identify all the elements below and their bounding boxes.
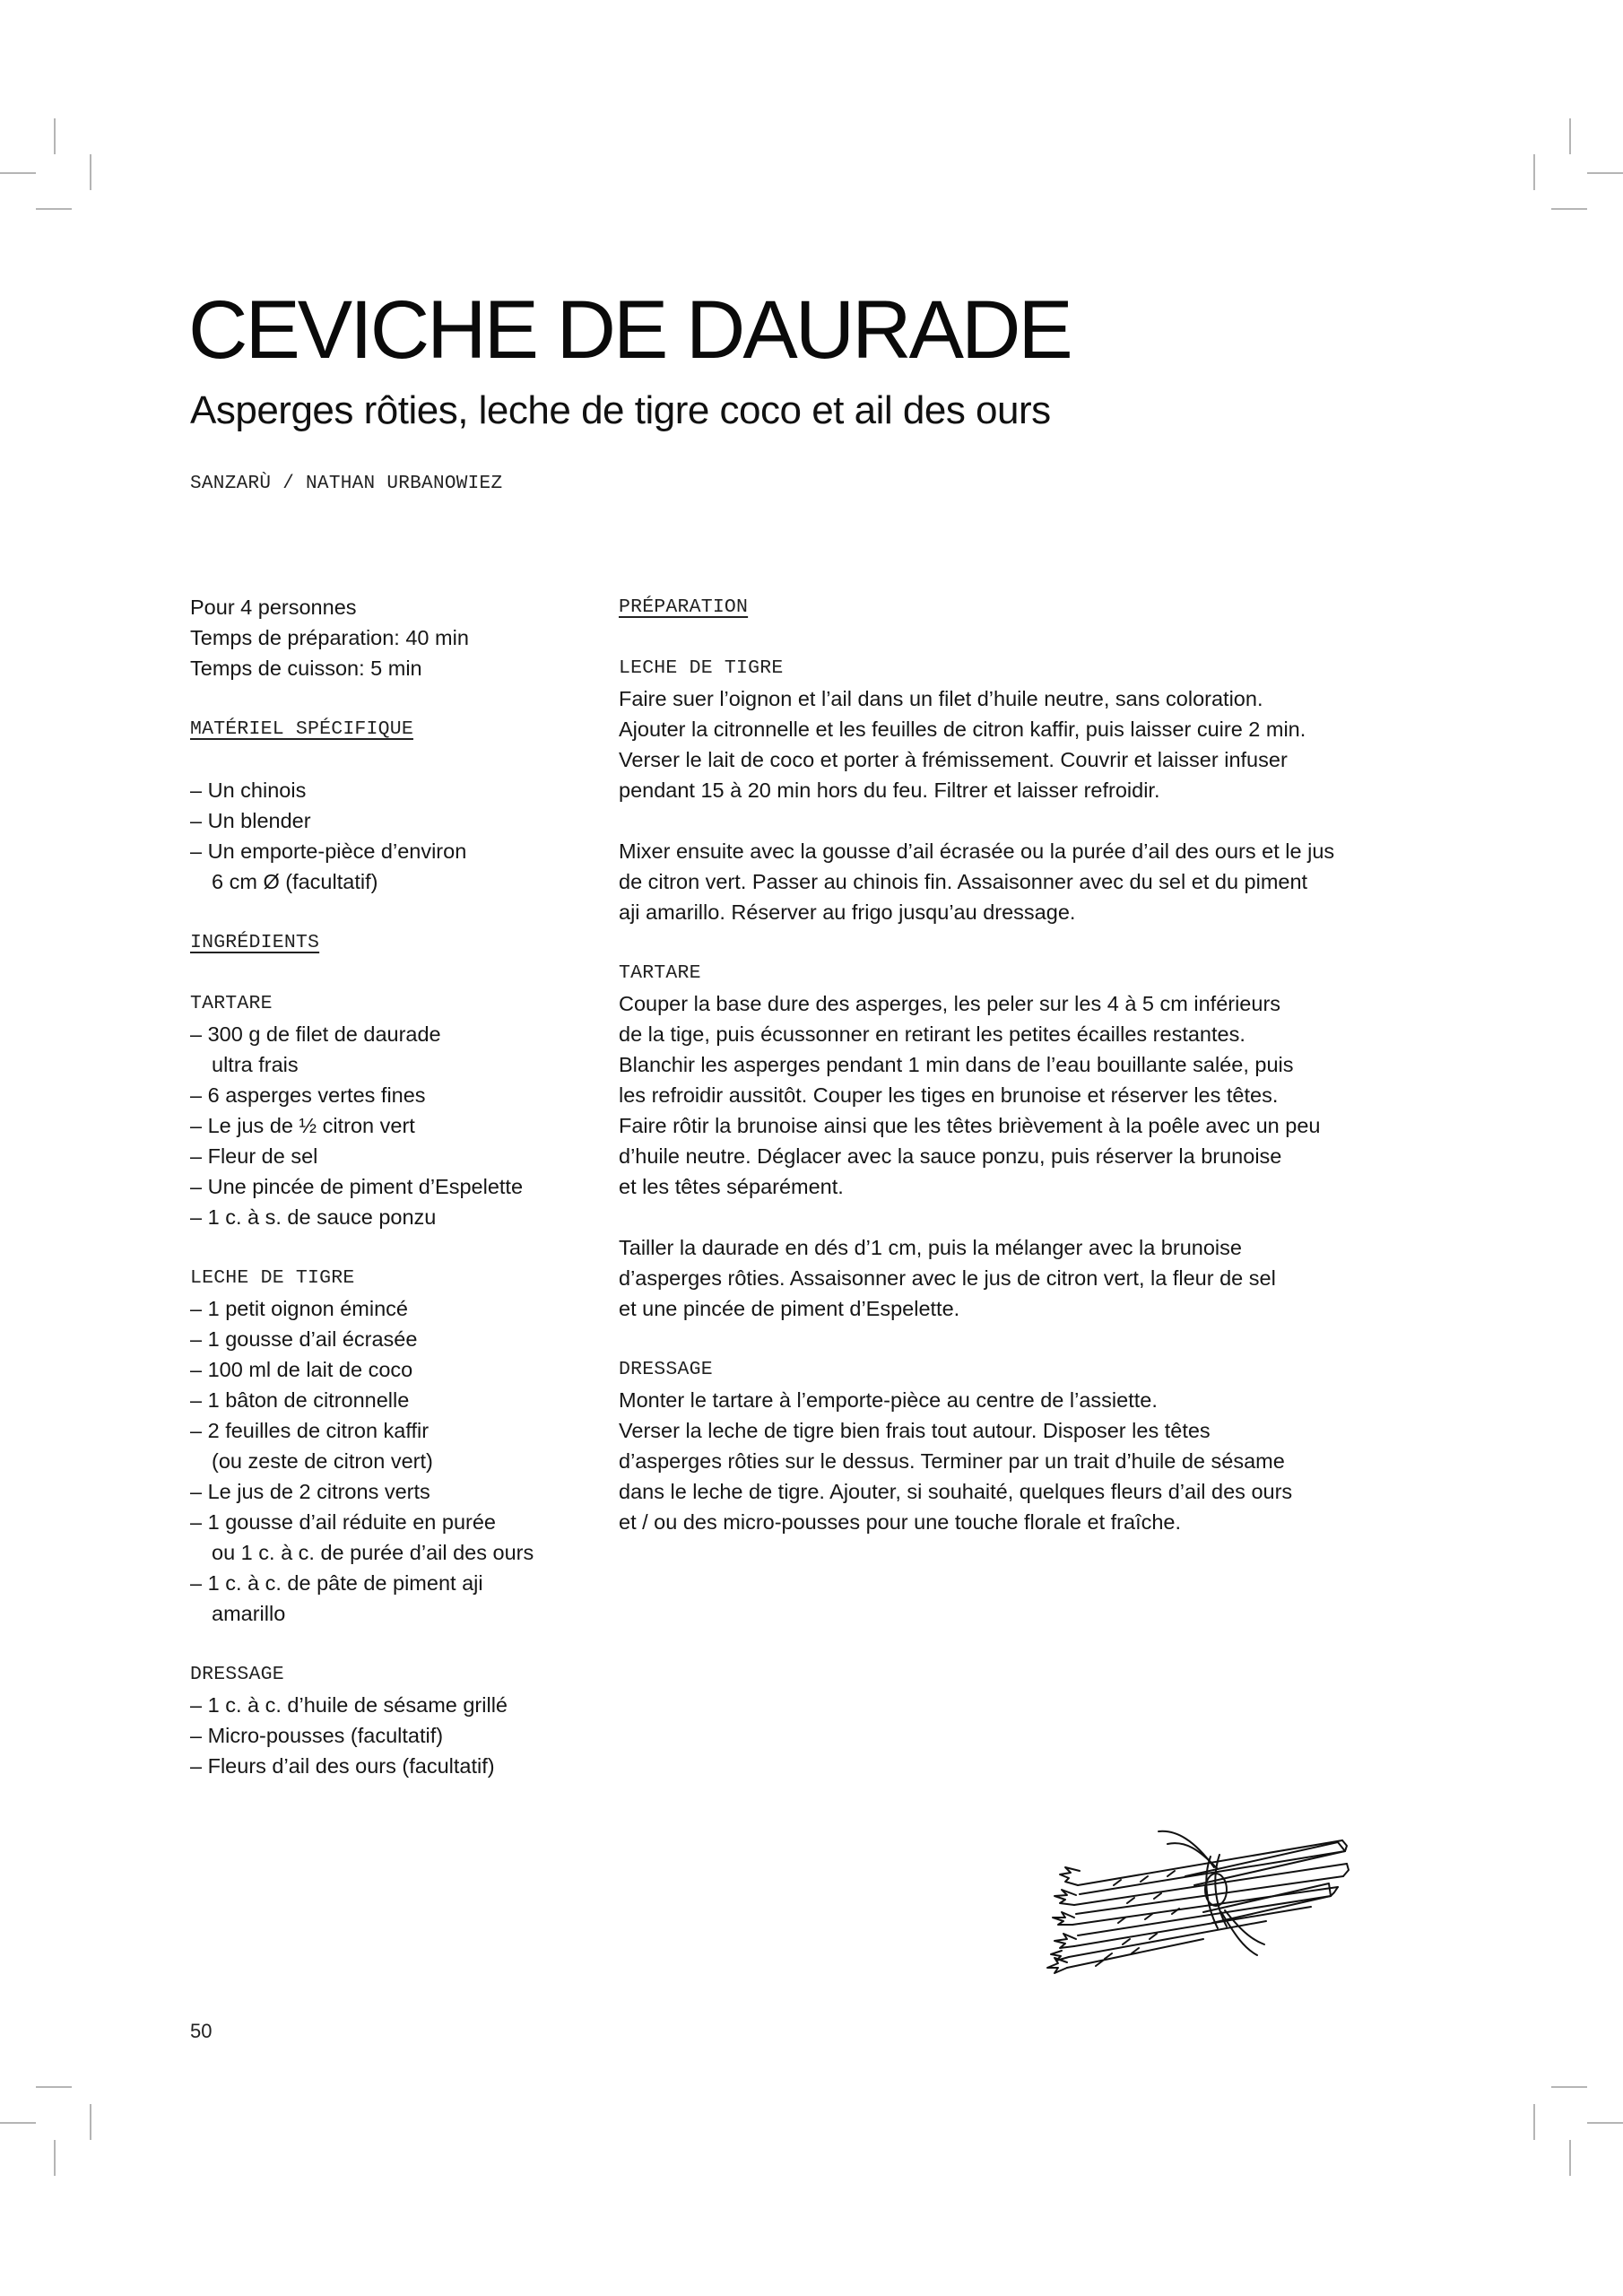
- ingredient-item: – 300 g de filet de daurade: [190, 1022, 441, 1046]
- ingredient-item: – 2 feuilles de citron kaffir: [190, 1419, 430, 1442]
- chef-credit: SANZARÙ / NATHAN URBANOWIEZ: [190, 474, 503, 494]
- crop-mark: [1551, 2086, 1587, 2088]
- ingredient-item-continued: amarillo: [212, 1602, 286, 1625]
- page-number: 50: [190, 2020, 213, 2042]
- crop-mark: [90, 154, 91, 190]
- prep-line: Faire suer l’oignon et l’ail dans un filet d’huile neutre, sans coloration.: [619, 687, 1263, 710]
- prep-line: Mixer ensuite avec la gousse d’ail écrasée ou la purée d’ail des ours et le jus: [619, 839, 1335, 863]
- crop-mark: [90, 2104, 91, 2140]
- ingredient-item: – 1 petit oignon émincé: [190, 1297, 408, 1320]
- prep-line: d’asperges rôties sur le dessus. Terminer par un trait d’huile de sésame: [619, 1449, 1285, 1473]
- prep-line: et / ou des micro-pousses pour une touche florale et fraîche.: [619, 1510, 1182, 1534]
- recipe-title: CEVICHE DE DAURADE: [188, 284, 1071, 376]
- crop-mark: [0, 2122, 36, 2124]
- equipment-item: – Un blender: [190, 809, 311, 832]
- prep-line: Monter le tartare à l’emporte-pièce au centre de l’assiette.: [619, 1388, 1158, 1412]
- tartare-ingredients-heading: TARTARE: [190, 993, 273, 1014]
- crop-mark: [1569, 118, 1571, 154]
- equipment-item-continued: 6 cm Ø (facultatif): [212, 870, 378, 893]
- ingredient-item-continued: ou 1 c. à c. de purée d’ail des ours: [212, 1541, 534, 1564]
- prep-line: Verser la leche de tigre bien frais tout autour. Disposer les têtes: [619, 1419, 1211, 1442]
- crop-mark: [0, 172, 36, 174]
- equipment-heading: MATÉRIEL SPÉCIFIQUE: [190, 718, 413, 740]
- crop-mark: [1587, 2122, 1623, 2124]
- dressage-ingredients-heading: DRESSAGE: [190, 1664, 284, 1685]
- ingredients-heading: INGRÉDIENTS: [190, 932, 320, 953]
- tartare-prep-heading: TARTARE: [619, 962, 701, 984]
- prep-line: aji amarillo. Réserver au frigo jusqu’au dressage.: [619, 900, 1076, 924]
- preparation-heading: PRÉPARATION: [619, 596, 749, 618]
- prep-line: et les têtes séparément.: [619, 1175, 844, 1198]
- crop-mark: [1587, 172, 1623, 174]
- crop-mark: [36, 208, 72, 210]
- ingredient-item: – 1 gousse d’ail écrasée: [190, 1327, 418, 1351]
- prep-line: d’huile neutre. Déglacer avec la sauce ponzu, puis réserver la brunoise: [619, 1144, 1282, 1168]
- ingredient-item: – Fleur de sel: [190, 1144, 318, 1168]
- ingredient-item: – 1 c. à s. de sauce ponzu: [190, 1205, 437, 1229]
- prep-line: de la tige, puis écussonner en retirant les petites écailles restantes.: [619, 1022, 1245, 1046]
- prep-line: pendant 15 à 20 min hors du feu. Filtrer et laisser refroidir.: [619, 778, 1160, 802]
- prep-line: Ajouter la citronnelle et les feuilles de citron kaffir, puis laisser cuire 2 min.: [619, 718, 1306, 741]
- prep-line: Faire rôtir la brunoise ainsi que les têtes brièvement à la poêle avec un peu: [619, 1114, 1321, 1137]
- prep-line: de citron vert. Passer au chinois fin. Assaisonner avec du sel et du piment: [619, 870, 1308, 893]
- prep-line: Couper la base dure des asperges, les peler sur les 4 à 5 cm inférieurs: [619, 992, 1281, 1015]
- ingredient-item: – Micro-pousses (facultatif): [190, 1724, 444, 1747]
- servings: Pour 4 personnes: [190, 596, 357, 619]
- equipment-item: – Un chinois: [190, 778, 307, 802]
- prep-time: Temps de préparation: 40 min: [190, 626, 469, 649]
- crop-mark: [36, 2086, 72, 2088]
- leche-prep-heading: LECHE DE TIGRE: [619, 657, 784, 679]
- prep-line: Verser le lait de coco et porter à frémissement. Couvrir et laisser infuser: [619, 748, 1288, 771]
- ingredients-column: [190, 592, 585, 1781]
- prep-line: et une pincée de piment d’Espelette.: [619, 1297, 960, 1320]
- ingredient-item: – Fleurs d’ail des ours (facultatif): [190, 1754, 495, 1778]
- prep-line: les refroidir aussitôt. Couper les tiges en brunoise et réserver les têtes.: [619, 1083, 1279, 1107]
- dressage-prep-heading: DRESSAGE: [619, 1359, 713, 1380]
- ingredient-item: – Une pincée de piment d’Espelette: [190, 1175, 524, 1198]
- prep-line: d’asperges rôties. Assaisonner avec le jus de citron vert, la fleur de sel: [619, 1266, 1276, 1290]
- ingredient-item: – 1 bâton de citronnelle: [190, 1388, 410, 1412]
- crop-mark: [54, 118, 56, 154]
- ingredient-item: – 1 c. à c. de pâte de piment aji: [190, 1571, 483, 1595]
- prep-line: Tailler la daurade en dés d’1 cm, puis la mélanger avec la brunoise: [619, 1236, 1242, 1259]
- ingredient-item: – 100 ml de lait de coco: [190, 1358, 413, 1381]
- crop-mark: [1533, 154, 1535, 190]
- preparation-column: [619, 592, 1453, 1537]
- leche-ingredients-heading: LECHE DE TIGRE: [190, 1267, 355, 1289]
- ingredient-item: – 6 asperges vertes fines: [190, 1083, 426, 1107]
- ingredient-item: – 1 c. à c. d’huile de sésame grillé: [190, 1693, 508, 1717]
- ingredient-item-continued: ultra frais: [212, 1053, 299, 1076]
- crop-mark: [1551, 208, 1587, 210]
- asparagus-bundle-illustration: [1042, 1813, 1365, 1993]
- ingredient-item: – 1 gousse d’ail réduite en purée: [190, 1510, 496, 1534]
- cook-time: Temps de cuisson: 5 min: [190, 657, 422, 680]
- ingredient-item: – Le jus de 2 citrons verts: [190, 1480, 430, 1503]
- ingredient-item: – Le jus de ½ citron vert: [190, 1114, 415, 1137]
- prep-line: dans le leche de tigre. Ajouter, si souhaité, quelques fleurs d’ail des ours: [619, 1480, 1293, 1503]
- crop-mark: [1533, 2104, 1535, 2140]
- crop-mark: [54, 2140, 56, 2176]
- equipment-item: – Un emporte-pièce d’environ: [190, 839, 467, 863]
- recipe-subtitle: Asperges rôties, leche de tigre coco et ail des ours: [190, 388, 1051, 432]
- crop-mark: [1569, 2140, 1571, 2176]
- ingredient-item-continued: (ou zeste de citron vert): [212, 1449, 433, 1473]
- prep-line: Blanchir les asperges pendant 1 min dans de l’eau bouillante salée, puis: [619, 1053, 1294, 1076]
